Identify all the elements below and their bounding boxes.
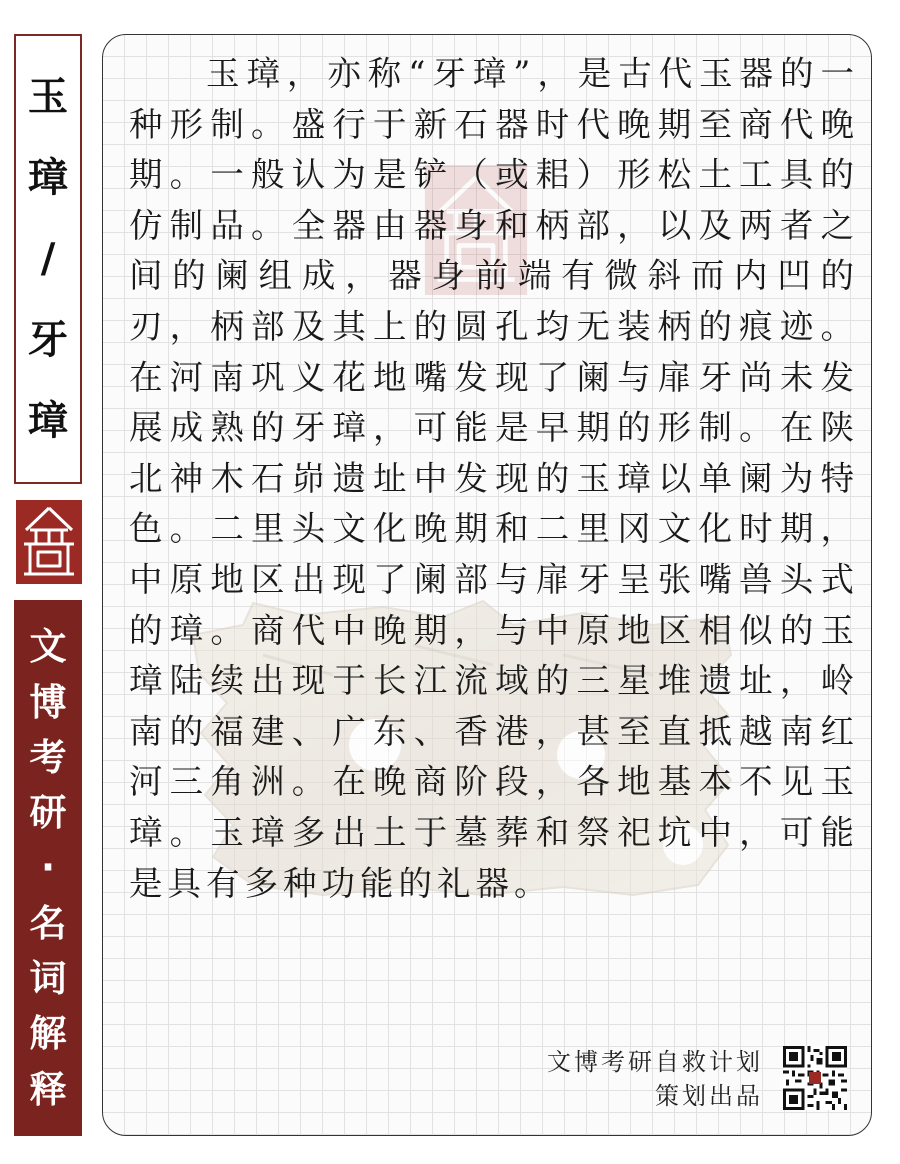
qr-code-icon[interactable] [783, 1046, 847, 1110]
credits [547, 1045, 763, 1113]
banner-char: 词 [29, 957, 67, 1001]
title-char: 牙 [28, 316, 68, 363]
banner-char: 名 [29, 901, 67, 945]
credits-line-1: 文博考研自救计划 [547, 1048, 763, 1076]
banner-char: 文 [29, 625, 67, 669]
banner-char: 考 [29, 735, 67, 779]
banner-char: 博 [29, 680, 67, 724]
seal-emblem-icon [16, 500, 82, 584]
title-char: 璋 [28, 154, 68, 201]
title-char: 玉 [28, 73, 68, 120]
title-box [14, 34, 82, 484]
category-banner [14, 600, 82, 1136]
definition-text: 玉璋，亦称“牙璋”，是古代玉器的一种形制。盛行于新石器时代晚期至商代晚期。一般认为是铲（或耜）形松土工具的仿制品。全器由器身和柄部，以及两者之间的阑组成，器身前端有微斜而内凹的刃，柄部及其上的圆孔均无装柄的痕迹。在河南巩义花地嘴发现了阑与扉牙尚未发展成熟的牙璋，可能是早期的形制。在陕北神木石峁遗址中发现的玉璋以单阑为特色。二里头文化晚期和二里冈文化时期，中原地区出现了阑部与扉牙呈张嘴兽头式的璋。商代中晚期，与中原地区相似的玉璋陆续出现于长江流域的三星堆遗址，岭南的福建、广东、香港，甚至直抵越南红河三角洲。在晚商阶段，各地基本不见玉璋。玉璋多出土于墓葬和祭祀坑中，可能是具有多种功能的礼器。 [129, 54, 859, 903]
notebook-card [102, 34, 872, 1136]
banner-char: · [40, 846, 56, 890]
credits-line-2: 策划出品 [655, 1082, 763, 1110]
title-char: 璋 [28, 397, 68, 444]
title-char: / [40, 235, 56, 282]
banner-char: 释 [29, 1067, 67, 1111]
banner-char: 研 [29, 791, 67, 835]
banner-char: 解 [29, 1012, 67, 1056]
